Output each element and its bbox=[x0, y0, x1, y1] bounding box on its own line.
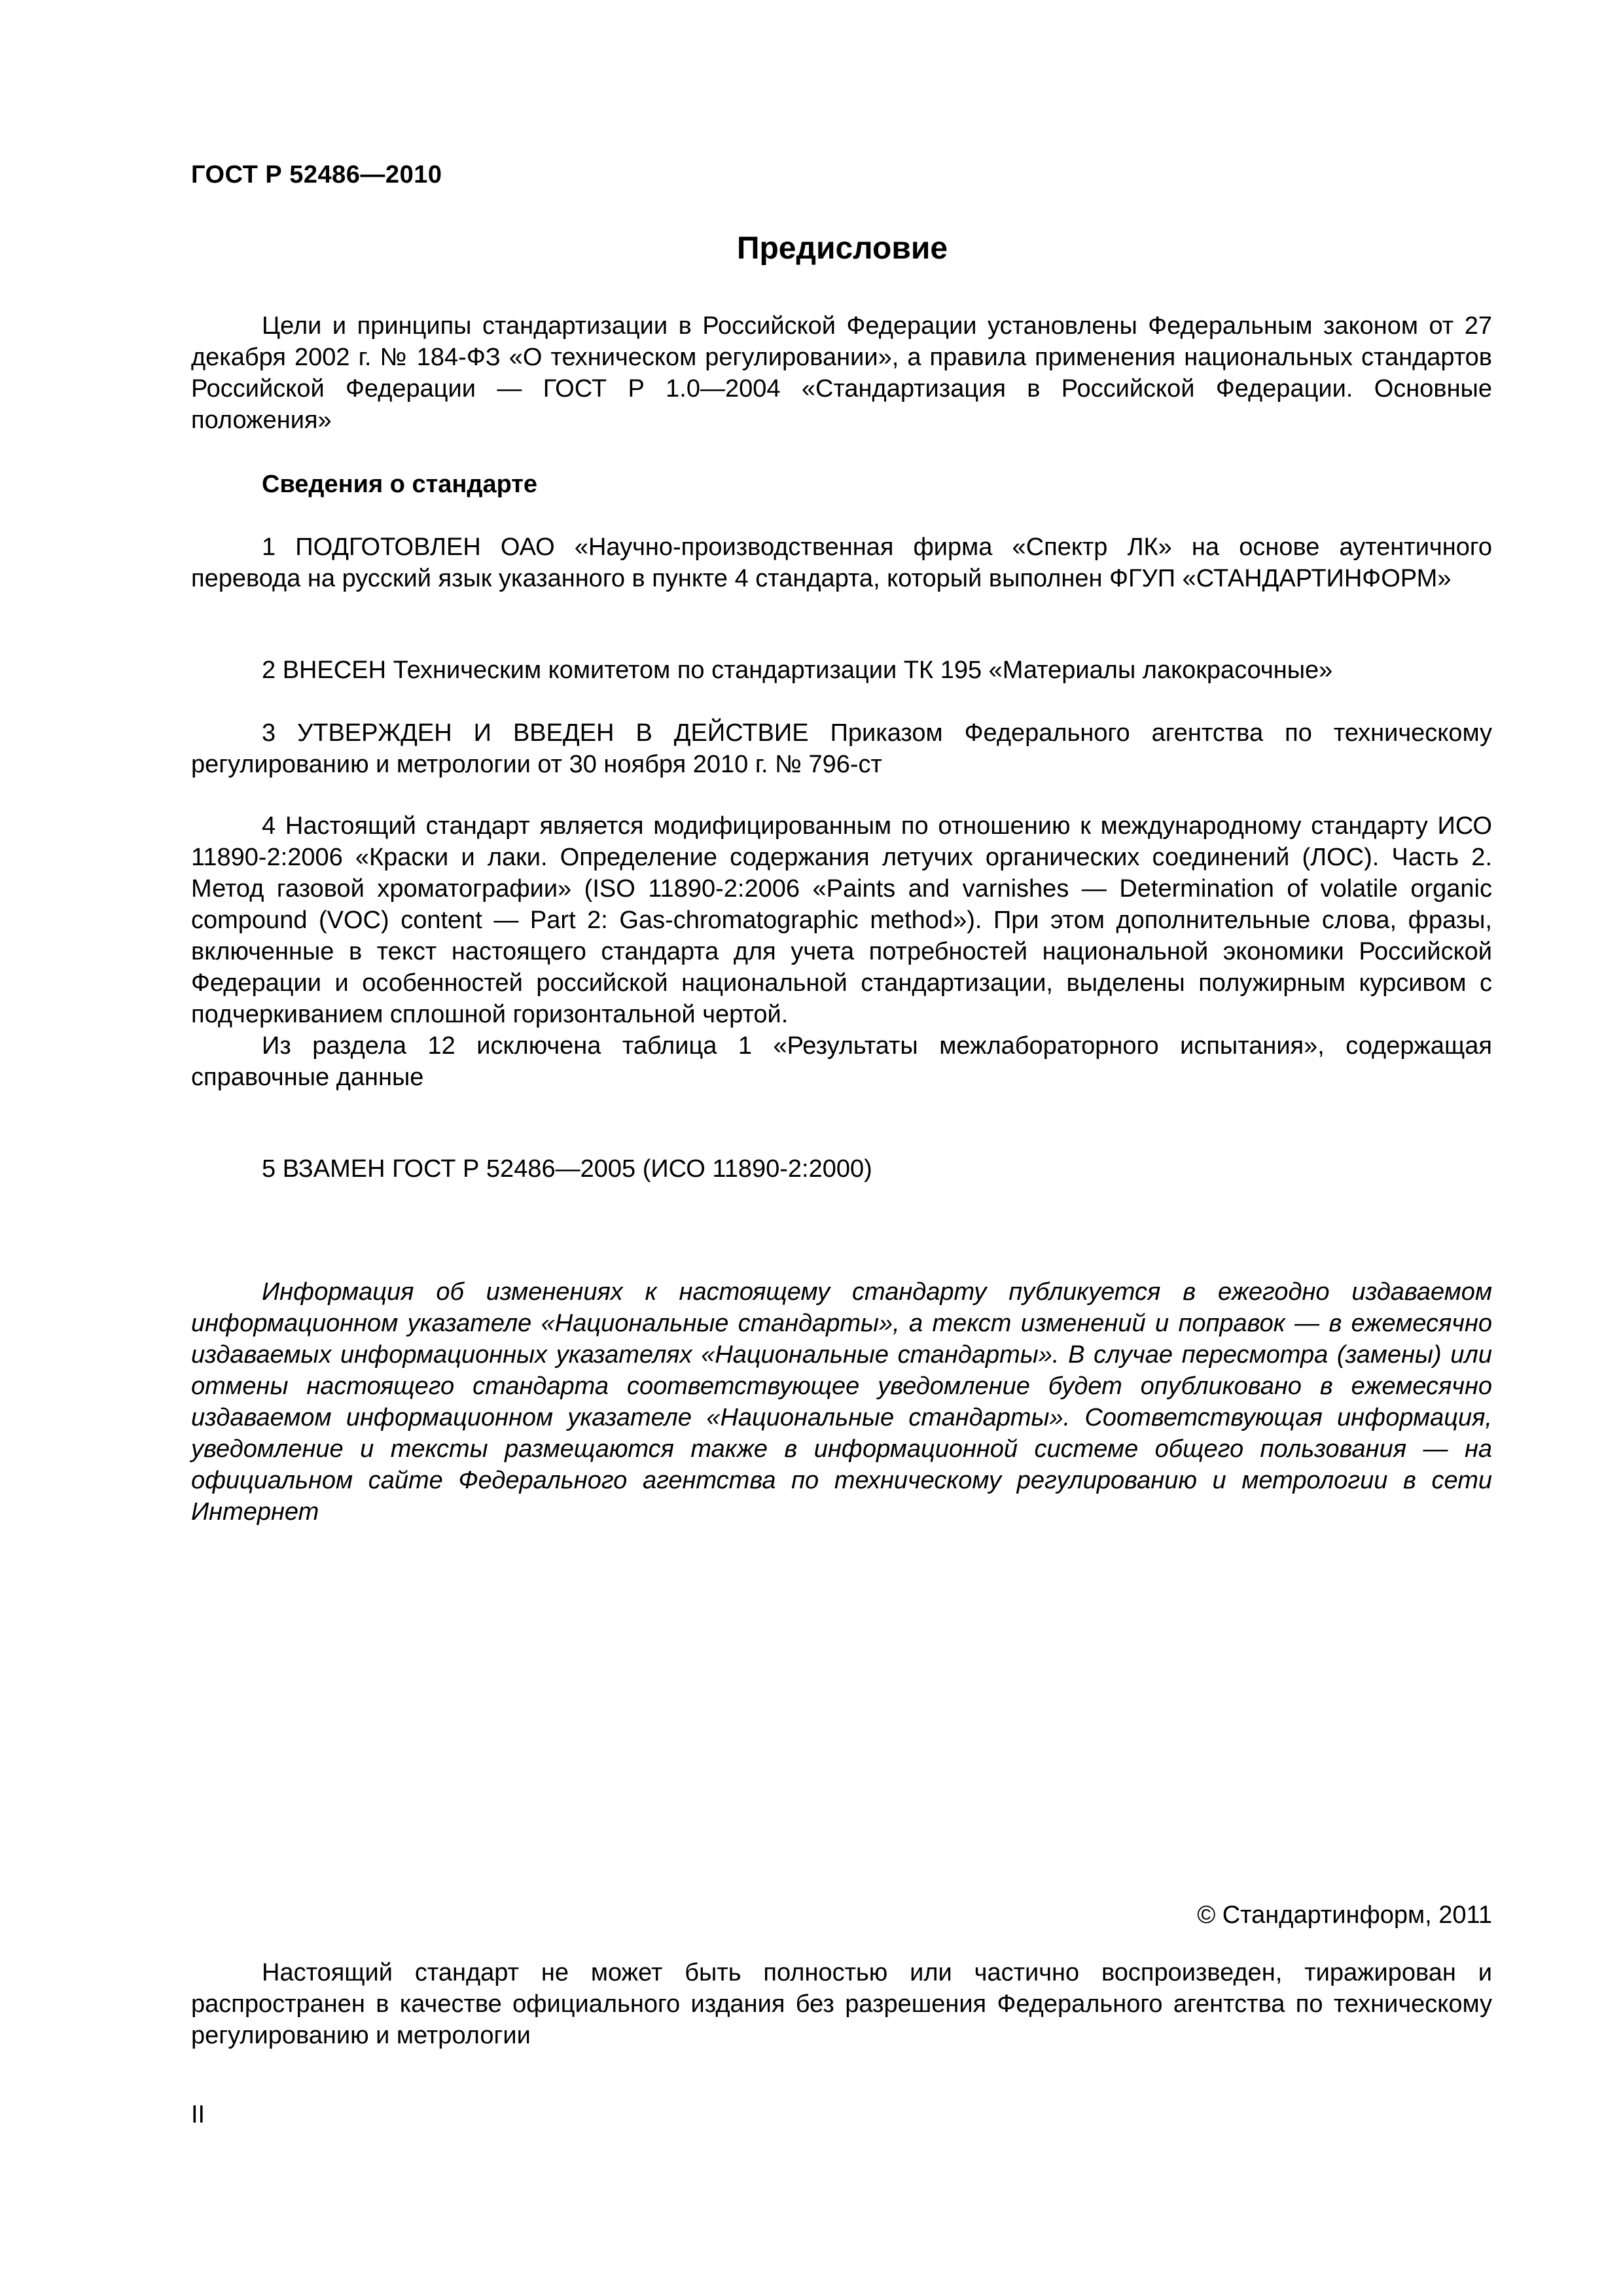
info-heading-block bbox=[191, 469, 1492, 500]
reproduction-notice: Настоящий стандарт не может быть полностью или частично воспроизведен, тиражирован и распространен в качестве официального издания без разрешения Федерального агентства по техническому регулированию и метрологии bbox=[191, 1959, 1492, 2049]
copyright-line: © Стандартинформ, 2011 bbox=[1197, 1901, 1492, 1929]
item-3-block bbox=[191, 717, 1492, 780]
notice-block bbox=[191, 1276, 1492, 1528]
item-1-block bbox=[191, 531, 1492, 594]
section-title: Предисловие bbox=[736, 231, 948, 266]
item-4-note: Из раздела 12 исключена таблица 1 «Результаты межлабораторного испытания», содержащая справочные данные bbox=[191, 1032, 1492, 1091]
page-number: II bbox=[191, 2101, 205, 2128]
info-heading: Сведения о стандарте bbox=[262, 471, 538, 498]
item-4-block bbox=[191, 810, 1492, 1093]
changes-notice: Информация об изменениях к настоящему стандарту публикуется в ежегодно издаваемом информационном указателе «Национальные стандарты», а текст изменений и поправок — в ежемесячно издаваемых информационных указателях «Национальные стандарты». В случае пересмотра (замены) или отмены настоящего стандарта соответствующее уведомление будет опубликовано в ежемесячно издаваемом информационном указателе «Национальные стандарты». Соответствующая информация, уведомление и тексты размещаются также в информационной системе общего пользования — на официальном сайте Федерального агентства по техническому регулированию и метрологии в сети Интернет bbox=[191, 1278, 1492, 1526]
item-3: 3 УТВЕРЖДЕН И ВВЕДЕН В ДЕЙСТВИЕ Приказом Федерального агентства по техническому регулированию и метрологии от 30 ноября 2010 г. № 796-ст bbox=[191, 719, 1492, 778]
reproduction-block bbox=[191, 1957, 1492, 2051]
item-4: 4 Настоящий стандарт является модифицированным по отношению к международному стандарту ИСО 11890-2:2006 «Краски и лаки. Определение содержания летучих органических соединений (ЛОС). Часть 2. Метод газовой хроматографии» (ISO 11890-2:2006 «Paints and varnishes — Determination of volatile organic compound (VOC) content — Part 2: Gas-chromatographic method»). При этом дополнительные слова, фразы, включенные в текст настоящего стандарта для учета потребностей национальной экономики Российской Федерации и особенностей российской национальной стандартизации, выделены полужирным курсивом с подчеркиванием сплошной горизонтальной чертой. bbox=[191, 812, 1492, 1028]
item-2: 2 ВНЕСЕН Техническим комитетом по стандартизации ТК 195 «Материалы лакокрасочные» bbox=[262, 656, 1333, 684]
item-2-block bbox=[191, 655, 1492, 686]
item-1: 1 ПОДГОТОВЛЕН ОАО «Научно-производственная фирма «Спектр ЛК» на основе аутентичного перевода на русский язык указанного в пункте 4 стандарта, который выполнен ФГУП «СТАНДАРТИНФОРМ» bbox=[191, 533, 1492, 592]
item-5-block bbox=[191, 1153, 1492, 1185]
intro-paragraph: Цели и принципы стандартизации в Российской Федерации установлены Федеральным законом от 27 декабря 2002 г. № 184-ФЗ «О техническом регулировании», а правила применения национальных стандартов Российской Федерации — ГОСТ Р 1.0—2004 «Стандартизация в Российской Федерации. Основные положения» bbox=[191, 312, 1492, 434]
intro-block bbox=[191, 310, 1492, 436]
item-5: 5 ВЗАМЕН ГОСТ Р 52486—2005 (ИСО 11890-2:2000) bbox=[262, 1155, 872, 1183]
copyright-block bbox=[191, 1899, 1492, 1931]
document-code: ГОСТ Р 52486—2010 bbox=[191, 161, 442, 188]
